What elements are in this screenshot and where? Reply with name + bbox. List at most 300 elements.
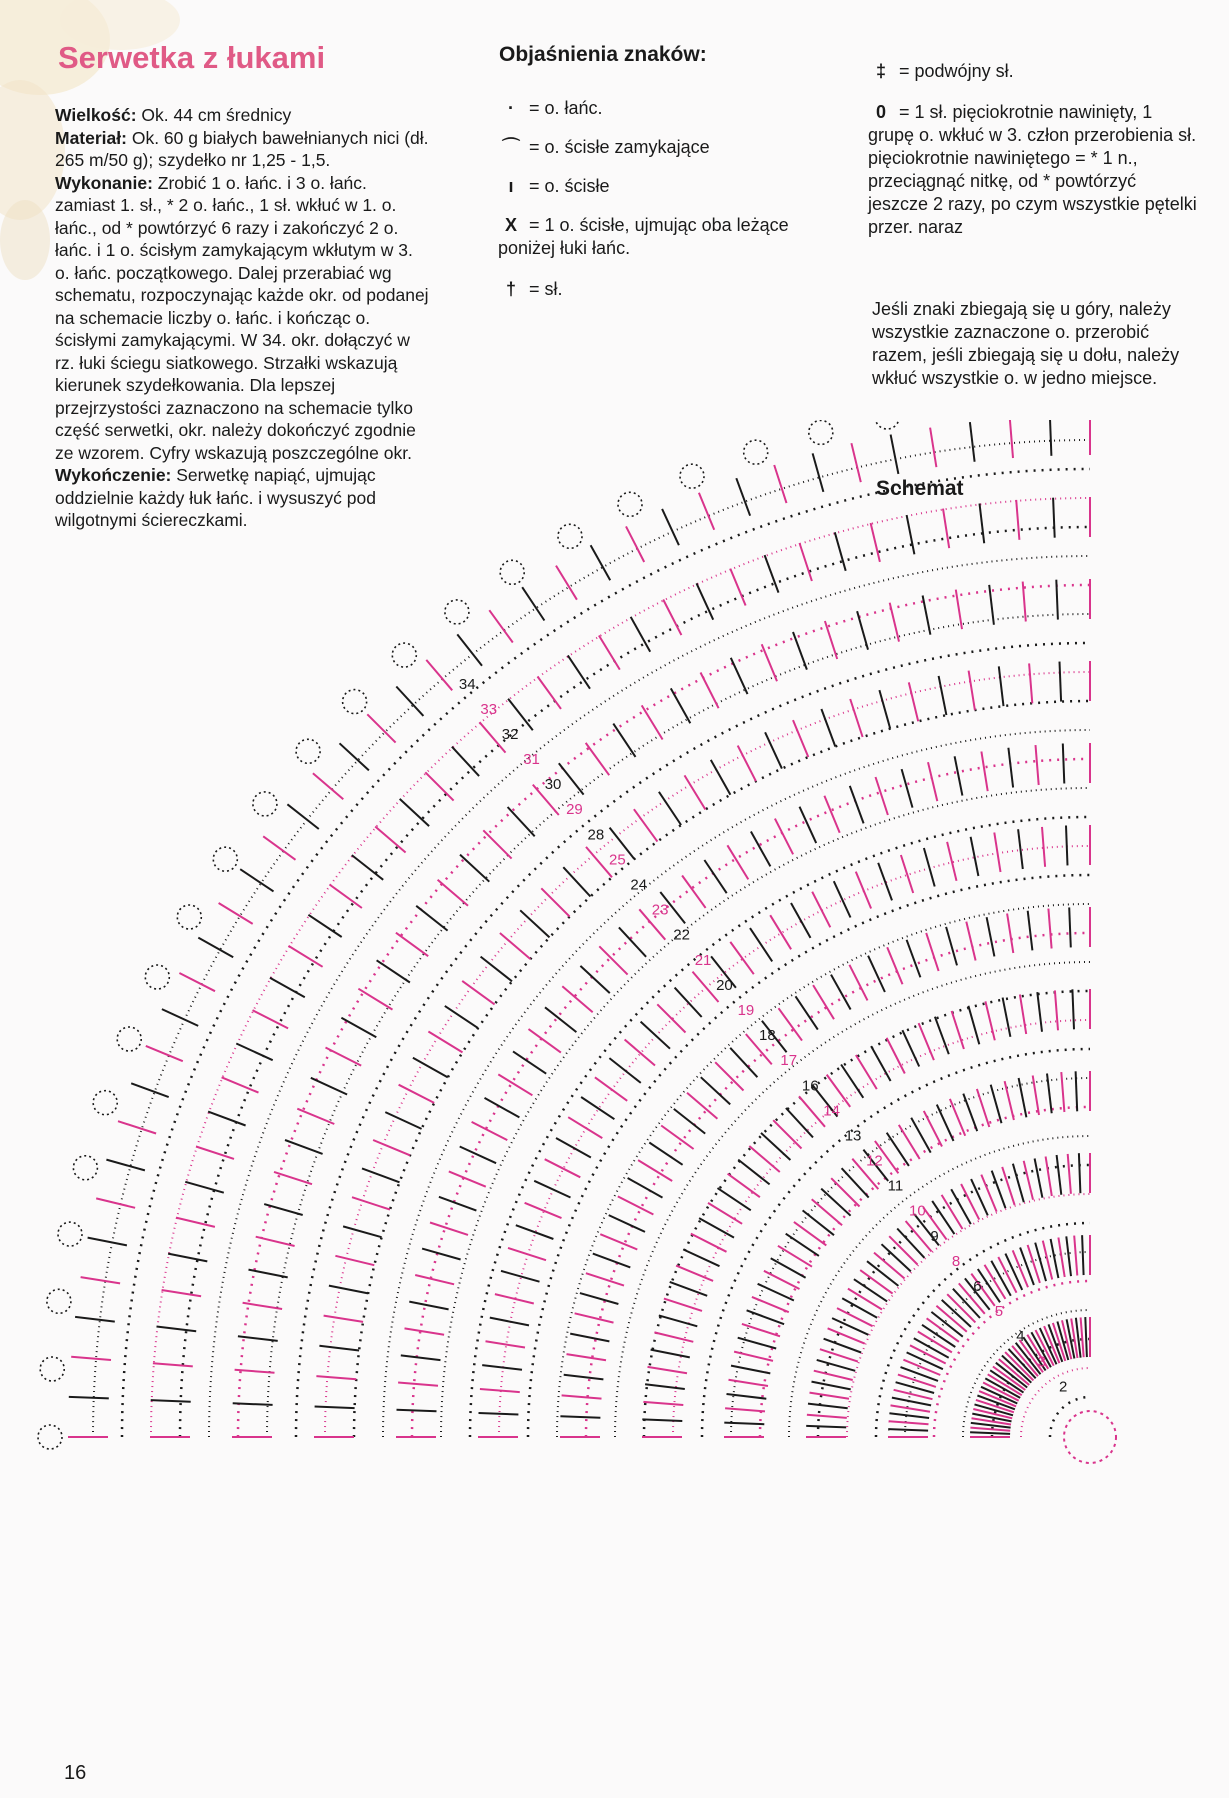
stitch-mark — [562, 986, 592, 1012]
scallop-arc — [253, 792, 277, 816]
stitch-mark — [773, 1120, 801, 1148]
stitch-mark — [330, 885, 362, 909]
stitch-mark — [513, 1051, 546, 1073]
stitch-mark — [568, 1117, 602, 1138]
stitch-mark — [937, 1105, 954, 1141]
round-arc — [93, 440, 1090, 1437]
legend-text: = sł. — [529, 279, 563, 299]
material-value: Ok. 60 g białych bawełnianych nici (dł. 265 m/50 g); szydełko nr 1,25 - 1,5. — [55, 127, 429, 170]
stitch-mark — [568, 655, 590, 688]
stitch-mark — [1002, 1167, 1014, 1205]
schemat-label: Schemat — [876, 477, 964, 500]
stitch-mark — [765, 732, 782, 768]
stitch-mark — [311, 1078, 347, 1095]
stitch-mark — [715, 1062, 743, 1090]
stitch-mark — [950, 1099, 965, 1136]
stitch-mark — [462, 981, 494, 1005]
stitch-mark — [1008, 748, 1013, 788]
stitch-mark — [560, 1416, 600, 1418]
stitch-mark — [69, 1397, 109, 1399]
stitch-mark — [676, 1266, 713, 1281]
stitch-mark — [525, 1203, 562, 1218]
stitch-mark — [1010, 420, 1013, 458]
stitch-mark — [812, 892, 830, 928]
stitch-mark — [106, 1160, 144, 1171]
stitch-mark — [800, 543, 812, 581]
scallop-arc — [213, 847, 237, 871]
stitch-mark — [1069, 907, 1071, 947]
stitch-mark — [81, 1277, 121, 1283]
stitch-mark — [591, 545, 611, 580]
stitch-mark — [764, 1271, 800, 1289]
stitch-mark — [196, 1147, 234, 1159]
scallop-arc — [392, 643, 416, 667]
round-number: 28 — [587, 826, 605, 844]
stitch-mark — [970, 1432, 1010, 1434]
stitch-mark — [749, 1146, 780, 1172]
stitch-mark — [358, 989, 392, 1010]
stitch-mark — [699, 1218, 734, 1238]
stitch-mark — [725, 1408, 765, 1411]
stitch-mark — [891, 1405, 931, 1411]
stitch-mark — [1053, 498, 1055, 538]
cluster-stitch-icon: 0 — [875, 102, 886, 122]
stitch-mark — [599, 946, 627, 974]
round-number: 21 — [694, 951, 712, 969]
stitch-mark — [1082, 1235, 1084, 1275]
stitch-mark — [966, 922, 975, 961]
stitch-mark — [508, 1248, 546, 1260]
stitch-mark — [812, 1382, 851, 1390]
stitch-mark — [1007, 914, 1013, 954]
stitch-mark — [586, 1273, 624, 1285]
stitch-mark — [889, 1413, 929, 1418]
stitch-mark — [731, 658, 748, 694]
stitch-mark — [657, 1004, 685, 1032]
stitch-mark — [198, 938, 233, 958]
stitch-mark — [926, 933, 938, 971]
stitch-mark — [999, 666, 1004, 706]
stitch-mark — [1079, 1153, 1081, 1193]
legend-item-cluster — [868, 101, 1198, 239]
stitch-mark — [71, 1357, 111, 1360]
round-number: 19 — [737, 1002, 755, 1019]
stitch-mark — [774, 465, 786, 503]
stitch-mark — [820, 1349, 858, 1361]
stitch-mark — [892, 1398, 931, 1406]
stitch-mark — [664, 1299, 702, 1311]
round-arc — [1050, 1397, 1090, 1437]
stitch-mark — [980, 504, 985, 544]
legend-item-single-crochet — [498, 175, 838, 198]
stitch-mark — [856, 1055, 877, 1089]
stitch-mark — [736, 478, 750, 516]
stitch-mark — [118, 1121, 156, 1133]
scallop-arc — [117, 1027, 141, 1051]
stitch-mark — [564, 1375, 604, 1380]
legend-text: = 1 o. ścisłe, ujmując oba leżące poniżej łuki łańc. — [498, 215, 789, 258]
stitch-mark — [841, 1065, 863, 1098]
stitch-mark — [849, 965, 867, 1001]
stitch-mark — [270, 978, 305, 998]
stitch-mark — [285, 1140, 323, 1154]
stitch-mark — [878, 863, 892, 901]
stitch-mark — [1036, 745, 1039, 785]
stitch-mark — [1051, 1239, 1059, 1278]
stitch-mark — [701, 673, 719, 709]
scallop-arc — [875, 420, 899, 429]
stitch-mark — [981, 752, 987, 792]
round-number: 32 — [501, 725, 519, 743]
stitch-mark — [889, 1236, 917, 1264]
stitch-mark — [662, 509, 679, 545]
round-number: 6 — [973, 1278, 982, 1295]
stitch-mark — [426, 660, 452, 690]
stitch-mark — [516, 1225, 554, 1239]
stitch-mark — [343, 1226, 382, 1237]
stitch-mark — [890, 603, 899, 642]
stitch-mark — [901, 855, 913, 893]
stitch-mark — [308, 915, 341, 937]
center-ring — [1064, 1411, 1116, 1463]
finishing-label: Wykończenie: — [55, 465, 172, 485]
stitch-mark — [799, 1096, 825, 1127]
round-number: 13 — [844, 1127, 862, 1145]
stitch-mark — [274, 1172, 312, 1184]
stitch-mark — [1066, 826, 1068, 866]
stitch-mark — [613, 724, 635, 757]
stitch-mark — [730, 1048, 757, 1077]
stitch-mark — [1035, 1159, 1043, 1198]
scallop-arc — [296, 739, 320, 763]
round-number: 16 — [801, 1077, 819, 1095]
stitch-mark — [146, 1046, 183, 1061]
stitch-mark — [460, 1147, 496, 1164]
stitch-mark — [728, 1174, 760, 1198]
stitch-mark — [1066, 1236, 1071, 1276]
round-number: 33 — [480, 700, 498, 718]
stitch-mark — [324, 1316, 364, 1322]
round-number: 9 — [930, 1227, 939, 1245]
stitch-mark — [416, 906, 447, 931]
single-crochet-icon: ı — [508, 176, 514, 196]
scallop-arc — [145, 965, 169, 989]
scallop-arc — [809, 420, 833, 444]
stitch-mark — [730, 569, 745, 606]
stitch-mark — [851, 443, 860, 482]
legend-item-treble — [868, 60, 1208, 83]
stitch-mark — [876, 777, 888, 815]
stitch-mark — [1063, 744, 1065, 784]
round-number: 20 — [716, 976, 733, 994]
stitch-mark — [556, 1138, 591, 1158]
stitch-mark — [619, 927, 646, 956]
stitch-mark — [449, 1171, 486, 1186]
stitch-mark — [634, 809, 658, 841]
stitch-mark — [377, 960, 410, 982]
stitch-mark — [586, 743, 610, 775]
stitch-mark — [810, 1393, 850, 1399]
stitch-mark — [631, 617, 651, 652]
legend-note: Jeśli znaki zbiegają się u góry, należy wszystkie zaznaczone o. przerobić razem, jeśli zbiegają się u dołu, należy wkłuć wszystkie o. w jedno miejsce. — [872, 299, 1180, 388]
stitch-mark — [168, 1254, 207, 1262]
stitch-mark — [472, 1122, 508, 1140]
stitch-mark — [642, 705, 663, 739]
stitch-mark — [185, 1182, 224, 1193]
stitch-mark — [752, 1297, 789, 1312]
crochet-diagram — [0, 420, 1229, 1780]
stitch-mark — [595, 1077, 627, 1101]
stitch-mark — [643, 1402, 683, 1405]
stitch-mark — [219, 903, 253, 924]
stitch-mark — [807, 1415, 847, 1418]
stitch-mark — [793, 632, 807, 670]
stitch-mark — [1013, 1250, 1028, 1287]
stitch-mark — [1061, 1072, 1064, 1112]
stitch-mark — [854, 1279, 887, 1301]
stitch-mark — [919, 1023, 934, 1060]
diagram-stitches — [38, 420, 1116, 1463]
stitch-mark — [942, 1195, 963, 1229]
stitch-mark — [738, 746, 756, 782]
stitch-mark — [176, 1218, 215, 1227]
stitch-mark — [951, 1189, 971, 1224]
stitch-mark — [675, 988, 702, 1017]
stitch-mark — [758, 1284, 794, 1301]
stitch-mark — [452, 747, 479, 776]
stitch-mark — [842, 1298, 877, 1318]
stitch-mark — [1024, 1161, 1033, 1200]
stitch-mark — [860, 1270, 892, 1294]
round-arc — [412, 759, 1090, 1437]
article-title: Serwetka z łukami — [58, 40, 326, 75]
stitch-mark — [817, 1360, 856, 1371]
stitch-mark — [642, 1419, 682, 1421]
stitch-mark — [340, 743, 369, 770]
stitch-mark — [425, 772, 453, 800]
stitch-mark — [439, 1197, 477, 1211]
stitch-mark — [867, 1261, 898, 1286]
stitch-mark — [428, 1032, 462, 1053]
stitch-mark — [641, 1022, 670, 1049]
legend-text: = 1 sł. pięciokrotnie nawinięty, 1 grupę o. wkłuć w 3. człon przerobienia sł. pięciokrotnie nawiniętego = * 1 n., przeciągnąć nitkę, od * powtórzyć jeszcze 2 razy, po czym wszystkie pętelki przer. naraz — [868, 102, 1197, 237]
stitch-mark — [848, 1289, 882, 1310]
stitch-mark — [626, 526, 644, 562]
stitch-mark — [761, 1133, 790, 1160]
stitch-mark — [850, 699, 862, 737]
stitch-mark — [545, 1159, 581, 1177]
stitch-mark — [775, 819, 793, 855]
stitch-mark — [520, 910, 549, 937]
stitch-mark — [593, 1254, 631, 1268]
stitch-mark — [385, 1112, 421, 1129]
stitch-mark — [946, 927, 957, 966]
round-number: 31 — [523, 751, 540, 768]
round-arc — [760, 1107, 1090, 1437]
stitch-mark — [901, 1367, 939, 1381]
stitch-mark — [970, 422, 975, 462]
stitch-mark — [1047, 1074, 1052, 1114]
legend-item-chain — [498, 97, 838, 120]
round-number: 12 — [866, 1152, 883, 1170]
scallop-arc — [680, 464, 704, 488]
stitch-mark — [457, 634, 482, 665]
scallop-arc — [40, 1357, 64, 1381]
round-number: 25 — [609, 851, 626, 869]
stitch-mark — [1068, 1154, 1071, 1194]
round-number: 10 — [909, 1202, 926, 1220]
stitch-mark — [824, 796, 839, 833]
stitch-mark — [479, 1413, 519, 1415]
scallop-arc — [73, 1156, 97, 1180]
legend-text: = podwójny sł. — [899, 61, 1014, 81]
scallop-arc — [744, 440, 768, 464]
round-number: 14 — [823, 1102, 840, 1120]
stitch-mark — [670, 1282, 708, 1296]
stitch-mark — [765, 555, 779, 593]
stitch-mark — [924, 848, 935, 887]
stitch-mark — [413, 1058, 448, 1078]
stitch-mark — [856, 872, 871, 909]
round-number: 4 — [1016, 1328, 1025, 1346]
stitch-mark — [998, 1257, 1016, 1293]
stitch-mark — [1042, 827, 1045, 867]
stitch-mark — [1046, 1157, 1052, 1197]
stitch-mark — [575, 1313, 614, 1322]
stitch-mark — [88, 1238, 127, 1246]
stitch-mark — [326, 1048, 362, 1066]
stitch-mark — [430, 1223, 468, 1235]
stitch-mark — [562, 1395, 602, 1398]
stitch-mark — [659, 1315, 698, 1326]
stitch-mark — [600, 1234, 637, 1249]
stitch-mark — [730, 942, 754, 974]
stitch-mark — [460, 855, 489, 882]
stitch-mark — [928, 762, 937, 801]
round-number: 22 — [673, 926, 690, 944]
round-number: 23 — [651, 901, 669, 919]
stitch-mark — [947, 842, 956, 881]
stitch-mark — [179, 973, 215, 991]
scallop-arc — [618, 492, 642, 516]
stitch-mark — [375, 827, 405, 853]
stitch-mark — [661, 1126, 693, 1150]
size-label: Wielkość: — [55, 105, 137, 125]
stitch-mark — [971, 837, 979, 876]
stitch-mark — [482, 1365, 522, 1370]
stitch-mark — [651, 1350, 690, 1358]
stitch-mark — [563, 867, 590, 896]
scallop-arc — [177, 905, 201, 929]
scallop-arc — [445, 600, 469, 624]
stitch-mark — [580, 1293, 619, 1304]
round-number: 24 — [630, 876, 648, 894]
stitch-mark — [939, 676, 947, 715]
stitch-mark — [341, 1018, 376, 1038]
round-arc — [441, 788, 1090, 1437]
stitch-mark — [352, 855, 383, 880]
stitch-mark — [405, 1328, 445, 1334]
stitch-mark — [445, 1006, 478, 1028]
stitch-mark — [162, 1290, 202, 1296]
scallop-arc — [343, 690, 367, 714]
stitch-mark — [580, 966, 609, 993]
stitch-mark — [910, 1345, 946, 1363]
stitch-mark — [1048, 909, 1051, 949]
round-number: 11 — [887, 1177, 904, 1195]
chain-stitch-icon: · — [508, 98, 514, 118]
execution-label: Wykonanie: — [55, 172, 153, 193]
scallop-arc — [38, 1425, 62, 1449]
stitch-mark — [409, 1302, 448, 1310]
stitch-mark — [770, 915, 791, 949]
stitch-mark — [857, 611, 868, 650]
stitch-mark — [871, 523, 880, 562]
stitch-mark — [1016, 500, 1019, 540]
legend-item-joined-sc — [498, 214, 838, 260]
stitch-mark — [813, 985, 834, 1019]
stitch-mark — [734, 1352, 773, 1361]
stitch-mark — [263, 836, 295, 860]
legend-text: = o. łańc. — [529, 98, 603, 118]
stitch-mark — [903, 1360, 940, 1375]
size-value: Ok. 44 cm średnicy — [141, 105, 292, 125]
stitch-mark — [645, 1384, 685, 1389]
stitch-mark — [1050, 420, 1052, 456]
stitch-mark — [208, 1112, 246, 1126]
stitch-mark — [648, 1367, 688, 1373]
treble-crochet-icon: ‡ — [875, 61, 886, 81]
round-number: 5 — [994, 1303, 1004, 1321]
stitch-mark — [1037, 992, 1042, 1032]
stitch-mark — [1081, 1317, 1084, 1357]
stitch-mark — [902, 1030, 919, 1066]
stitch-mark — [693, 972, 719, 1002]
stitch-mark — [909, 682, 918, 721]
stitch-mark — [313, 773, 343, 799]
stitch-mark — [806, 1426, 846, 1428]
stitch-mark — [891, 435, 899, 474]
stitch-mark — [1072, 989, 1074, 1029]
stitch-mark — [704, 860, 726, 893]
stitch-mark — [762, 644, 777, 681]
stitch-mark — [1058, 1238, 1064, 1278]
stitch-mark — [659, 792, 681, 825]
stitch-mark — [534, 1181, 570, 1198]
stitch-mark — [671, 688, 691, 723]
stitch-mark — [367, 714, 395, 742]
stitch-mark — [887, 947, 902, 984]
stitch-mark — [483, 830, 511, 858]
stitch-mark — [888, 1429, 928, 1431]
stitch-mark — [924, 1111, 942, 1147]
stitch-mark — [609, 1058, 640, 1083]
stitch-mark — [821, 709, 835, 747]
stitch-mark — [1020, 995, 1026, 1035]
stitch-mark — [316, 1376, 356, 1379]
stitch-mark — [879, 690, 890, 729]
finishing-value: Serwetkę napiąć, ujmując oddzielnie każdy łuk łańc. i wysuszyć pod wilgotnymi ściereczkami. — [55, 465, 376, 530]
stitch-mark — [162, 1009, 198, 1026]
stitch-mark — [498, 1074, 532, 1095]
stitch-mark — [236, 1044, 272, 1061]
stitch-mark — [724, 1423, 764, 1425]
stitch-mark — [930, 428, 936, 468]
stitch-mark — [501, 1271, 540, 1282]
stitch-mark — [834, 881, 851, 917]
stitch-mark — [489, 610, 513, 642]
legend-item-double-crochet — [498, 278, 838, 301]
